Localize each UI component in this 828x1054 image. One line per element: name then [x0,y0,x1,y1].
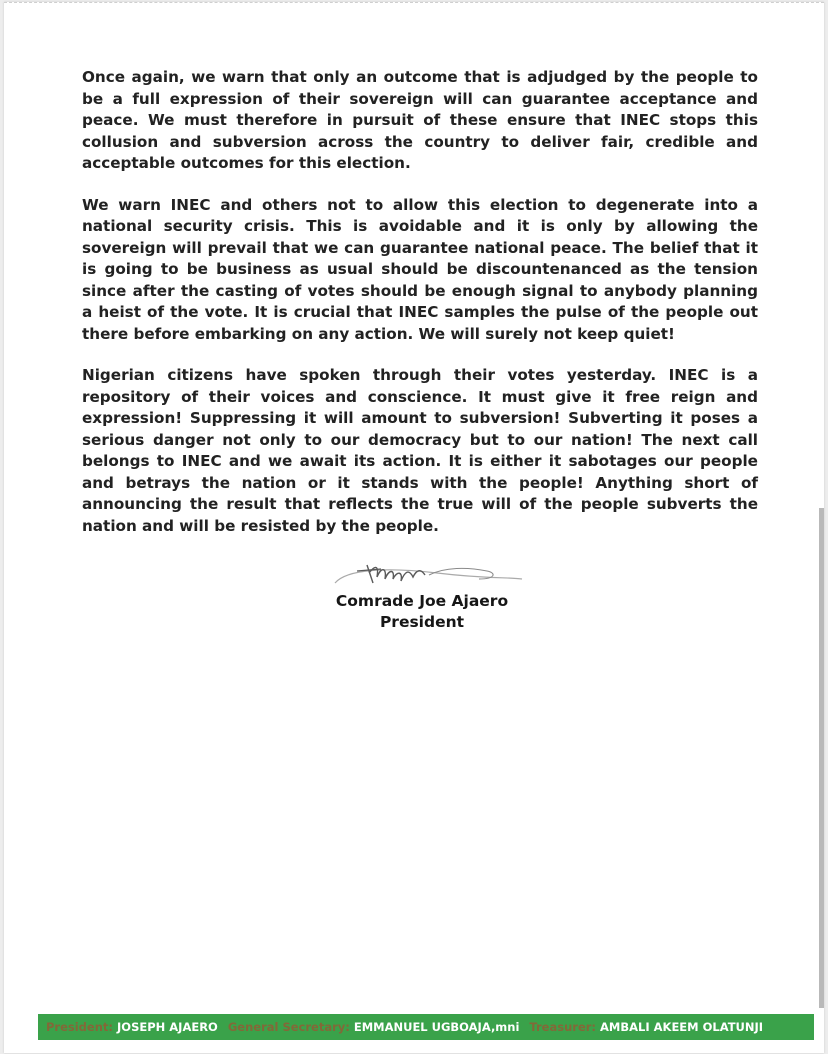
signer-name: Comrade Joe Ajaero [335,592,509,610]
signer-title: President [379,613,465,631]
footer-name-president: JOSEPH AJAERO [117,1020,218,1034]
paragraph-1: Once again, we warn that only an outcome that is adjudged by the people to be a full expression of their sovereign will can guarantee acceptance and peace. We must therefore in pursuit of these ensure that INEC stops this collusion and subversion across the country to deliver fair, credible and acceptable outcomes for this election. [82,68,758,172]
footer-role-treasurer: Treasurer: [529,1020,597,1034]
footer-bar [38,1014,814,1040]
signature-block [304,559,540,633]
document-page [4,2,824,1053]
letter-body [82,67,758,557]
paragraph-2: We warn INEC and others not to allow this election to degenerate into a national security crisis. This is avoidable and it is only by allowing the sovereign will prevail that we can guarantee national peace. The belief that it is going to be business as usual should be discountenanced as the tension since after the casting of votes should be enough signal to anybody planning a heist of the vote. It is crucial that INEC samples the pulse of the people out there before embarking on any action. We will surely not keep quiet! [82,195,758,343]
handwritten-signature [317,559,527,589]
footer-role-president: President: [46,1020,114,1034]
footer-name-general-secretary: EMMANUEL UGBOAJA,mni [353,1020,520,1034]
paragraph-3: Nigerian citizens have spoken through their votes yesterday. INEC is a repository of their voices and conscience. It must give it free reign and expression! Suppressing it will amount to subversion! Subverting it poses a serious danger not only to our democracy but to our nation! The next call belongs to INEC and we await its action. It is either it sabotages our people and betrays the nation or it stands with the people! Anything short of announcing the result that reflects the true will of the people subverts the nation and will be resisted by the people. [82,366,758,535]
footer-role-general-secretary: General Secretary: [227,1020,350,1034]
scrollbar[interactable] [819,508,824,1008]
footer-name-treasurer: AMBALI AKEEM OLATUNJI [600,1020,764,1034]
